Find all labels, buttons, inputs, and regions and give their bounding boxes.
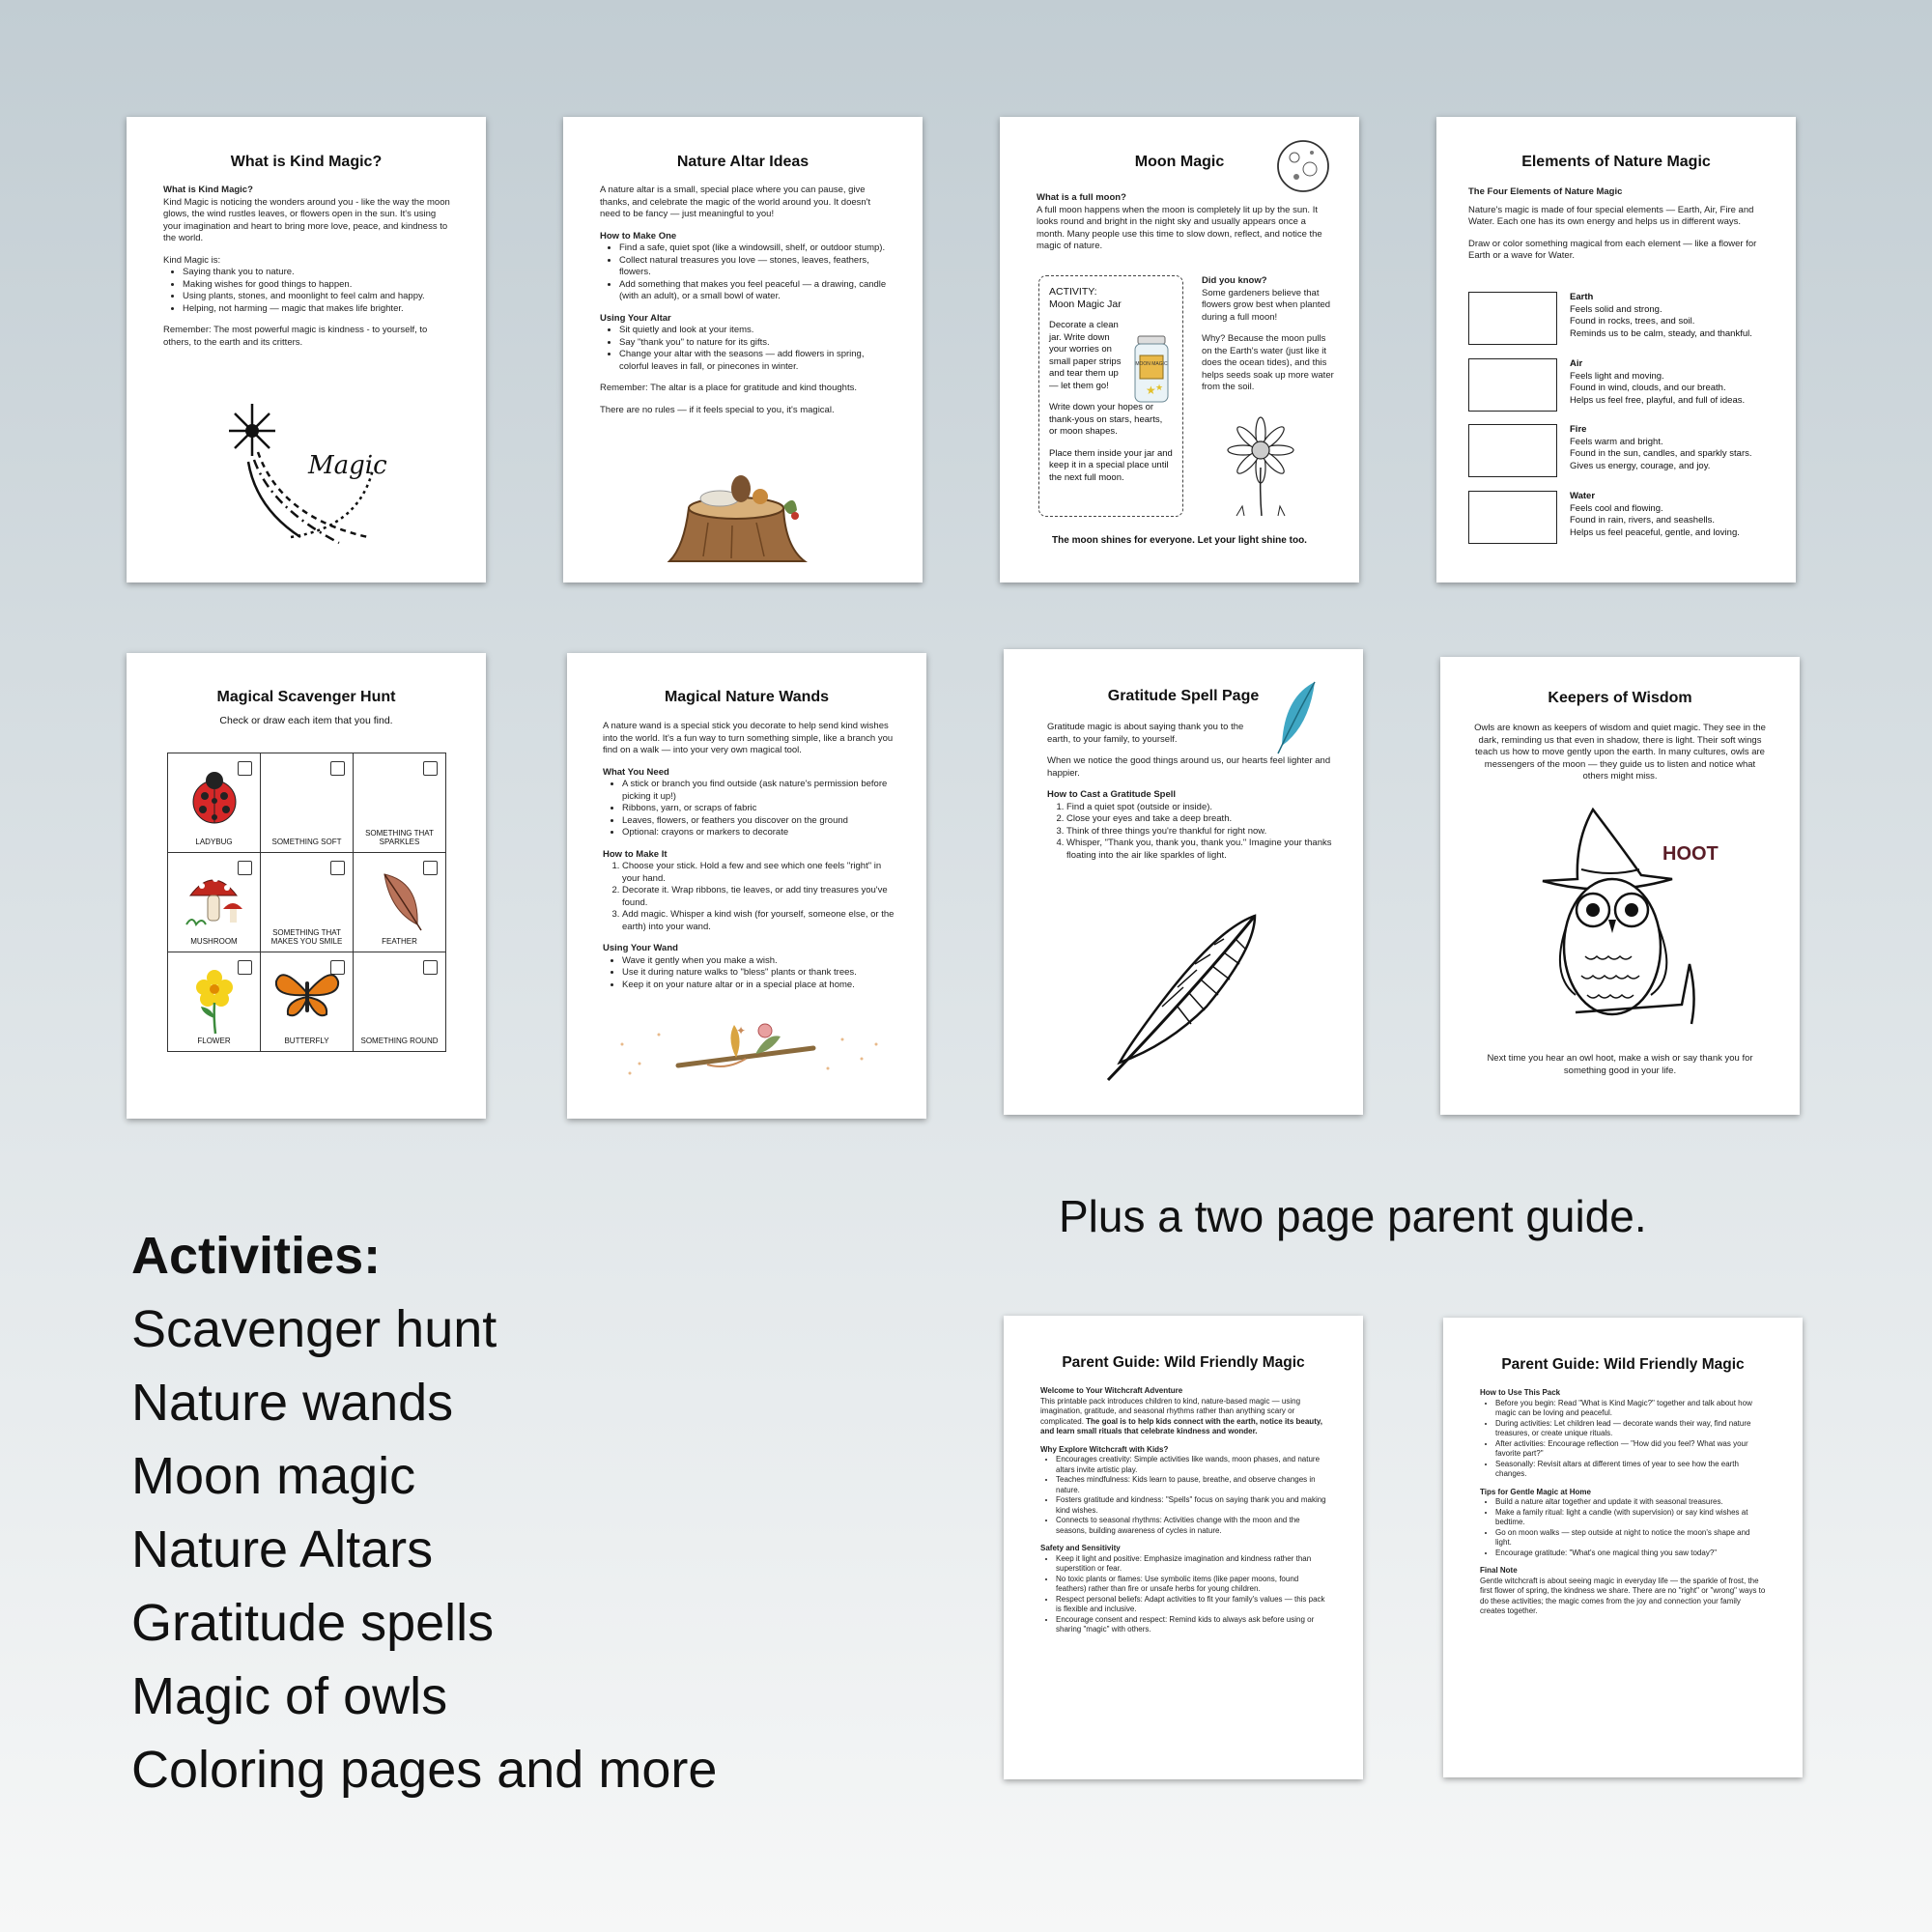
list xyxy=(603,955,898,992)
element-line: Gives us energy, courage, and joy. xyxy=(1570,460,1711,471)
page-subtitle: Check or draw each item that you find. xyxy=(219,715,393,726)
page-body xyxy=(1037,192,1330,263)
activity-name: Moon Magic Jar xyxy=(1049,298,1122,310)
section-heading: How to Make One xyxy=(600,230,677,242)
page-title: Nature Altar Ideas xyxy=(676,154,810,170)
page-title: Magical Nature Wands xyxy=(664,689,830,705)
page-kind-magic xyxy=(127,117,486,582)
scavenger-cell xyxy=(261,753,354,853)
element-name: Water xyxy=(1570,491,1596,501)
list-item: • Change your altar with the seasons — add flowers in spring, colorful leaves in fall, or pinecones in winter. xyxy=(619,349,892,373)
element-line: Found in rain, rivers, and seashells. xyxy=(1570,515,1715,526)
tree-stump-altar-illustration xyxy=(660,469,814,566)
hoot-text: HOOT xyxy=(1662,843,1719,865)
jar-icon xyxy=(1132,334,1171,404)
cell-label: SOMETHING ROUND xyxy=(360,1037,439,1045)
scavenger-grid xyxy=(167,753,446,1052)
list-item: • Optional: crayons or markers to decorate xyxy=(622,827,898,839)
section-heading: Why Explore Witchcraft with Kids? xyxy=(1040,1444,1169,1454)
page-scavenger-hunt xyxy=(127,653,486,1119)
page-title: Magical Scavenger Hunt xyxy=(216,689,396,705)
section-heading: The Four Elements of Nature Magic xyxy=(1468,186,1623,197)
list-item: • Use it during nature walks to "bless" plants or thank trees. xyxy=(622,967,898,980)
checkbox[interactable] xyxy=(423,960,438,975)
element-water xyxy=(1570,491,1740,539)
checkbox[interactable] xyxy=(423,761,438,776)
list-item: • Leaves, flowers, or feathers you discover on the ground xyxy=(622,815,898,828)
activity-step: Write down your hopes or thank-yous on stars, hearts, or moon shapes. xyxy=(1049,402,1163,437)
list xyxy=(600,325,892,373)
list-item: • Using plants, stones, and moonlight to feel calm and happy. xyxy=(183,291,453,303)
air-drawing-box[interactable] xyxy=(1468,358,1557,412)
did-you-know-text: Some gardeners believe that flowers grow best when planted during a full moon! xyxy=(1202,287,1331,323)
list-item: 2. Decorate it. Wrap ribbons, tie leaves, or add tiny treasures you've found. xyxy=(622,885,898,909)
activity-item: Nature wands xyxy=(131,1374,454,1432)
page-gratitude-spell xyxy=(1004,649,1363,1115)
instruction-text: Draw or color something magical from each element — like a flower for Earth or a wave for Water. xyxy=(1468,238,1757,261)
decorated-wand-illustration xyxy=(611,1015,891,1083)
element-line: Feels solid and strong. xyxy=(1570,303,1662,315)
list-item: • Add something that makes you feel peaceful — a drawing, candle (with an adult), or a small bowl of water. xyxy=(619,279,892,303)
section-heading: Final Note xyxy=(1480,1566,1518,1575)
cell-label: BUTTERFLY xyxy=(284,1037,329,1045)
jar-label: MOON MAGIC xyxy=(1135,361,1168,367)
page-title: Moon Magic xyxy=(1134,154,1225,170)
list-item: • Find a safe, quiet spot (like a windowsill, shelf, or outdoor stump). xyxy=(619,242,892,255)
feather-coloring-illustration xyxy=(1100,910,1264,1084)
intro-text: A nature wand is a special stick you decorate to help send kind wishes into the world. It's a fun way to turn something simple, like a branch you find on a walk — into your very own magical tool. xyxy=(603,721,894,755)
magic-word: Magic xyxy=(308,451,387,480)
list-item: • Before you begin: Read "What is Kind Magic?" together and talk about how magic can be loving and peaceful. xyxy=(1495,1399,1768,1419)
list-item: • Seasonally: Revisit altars at different times of year to see how the earth changes. xyxy=(1495,1460,1768,1480)
list xyxy=(163,267,453,315)
list-item: • Keep it on your nature altar or in a special place at home. xyxy=(622,980,898,992)
element-line: Feels light and moving. xyxy=(1570,370,1664,382)
page-body xyxy=(1040,1386,1330,1643)
list-item: 1. Find a quiet spot (outside or inside). xyxy=(1066,802,1337,814)
final-note-text: Gentle witchcraft is about seeing magic in everyday life — the sparkle of frost, the first flower of spring, the kindness we share. There are no "right" or "wrong" ways to do these activities; the magic comes from the joy and connection your family creates together. xyxy=(1480,1576,1766,1615)
parent-guide-note: Plus a two page parent guide. xyxy=(1059,1191,1647,1241)
list-item: 1. Choose your stick. Hold a few and see which one feels "right" in your hand. xyxy=(622,861,898,885)
page-title: What is Kind Magic? xyxy=(230,154,383,170)
list-item: 3. Add magic. Whisper a kind wish (for yourself, someone else, or the earth) into your wand. xyxy=(622,909,898,933)
activity-label: ACTIVITY: xyxy=(1049,286,1097,298)
scavenger-cell xyxy=(354,753,446,853)
moon-footer: The moon shines for everyone. Let your light shine too. xyxy=(1052,535,1307,546)
section-heading: How to Cast a Gratitude Spell xyxy=(1047,789,1177,800)
element-line: Feels warm and bright. xyxy=(1570,436,1663,447)
cell-label: LADYBUG xyxy=(195,838,233,846)
page-nature-wands xyxy=(567,653,926,1119)
intro-text: Gratitude magic is about saying thank you to the earth, to your family, to yourself. xyxy=(1047,722,1244,745)
page-body xyxy=(163,185,453,358)
remember-text: Remember: The most powerful magic is kindness - to yourself, to others, to the earth and its critters. xyxy=(163,325,428,348)
svg-text:✦: ✦ xyxy=(736,1024,747,1037)
list-item: • Fosters gratitude and kindness: "Spells" focus on saying thank you and making kind wishes. xyxy=(1056,1495,1330,1516)
page-nature-altar xyxy=(563,117,923,582)
list xyxy=(1047,802,1337,863)
page-body xyxy=(603,721,898,1001)
butterfly-icon xyxy=(272,968,342,1022)
element-name: Air xyxy=(1570,358,1583,369)
welcome-goal: The goal is to help kids connect with the earth, notice its beauty, and learn small rituals that celebrate kindness and wonder. xyxy=(1040,1416,1322,1435)
element-air xyxy=(1570,358,1745,407)
full-moon-text: A full moon happens when the moon is completely lit up by the sun. It looks round and bright in the night sky and usually appears once a month. Many people use this time to slow down, reflect, and notice the magic of nature. xyxy=(1037,204,1322,251)
element-name: Fire xyxy=(1570,424,1587,435)
mushroom-icon xyxy=(185,868,244,928)
list xyxy=(1040,1455,1330,1536)
why-text: Why? Because the moon pulls on the Earth's water (just like it does the ocean tides), and this helps seeds soak up more water from the soil. xyxy=(1202,333,1334,392)
element-line: Helps us feel free, playful, and full of ideas. xyxy=(1570,394,1746,406)
scavenger-cell xyxy=(354,952,446,1052)
activity-item: Scavenger hunt xyxy=(131,1300,497,1358)
list-item: • Saying thank you to nature. xyxy=(183,267,453,279)
list-item: • Make a family ritual: light a candle (with supervision) or say kind wishes at bedtime. xyxy=(1495,1508,1768,1528)
intro-text: A nature altar is a small, special place where you can pause, give thanks, and celebrate the magic of the world around you. It doesn't need to be fancy — just meaningful to you! xyxy=(600,185,871,219)
list-item: • Go on moon walks — step outside at night to notice the moon's shape and light. xyxy=(1495,1528,1768,1548)
list-item: • Keep it light and positive: Emphasize imagination and kindness rather than superstition or fear. xyxy=(1056,1554,1330,1575)
list-item: • Build a nature altar together and update it with seasonal treasures. xyxy=(1495,1497,1768,1508)
welcome-text: This printable pack introduces children to kind, nature-based magic — using imagination, gratitude, and seasonal rhythms rather than anything scary or complicated. xyxy=(1040,1396,1301,1426)
list xyxy=(1040,1554,1330,1635)
page-title: Parent Guide: Wild Friendly Magic xyxy=(1062,1354,1305,1371)
welcome-paragraph xyxy=(1040,1397,1330,1437)
remember-text: Remember: The altar is a place for gratitude and kind thoughts. xyxy=(600,383,857,393)
flower-icon xyxy=(190,968,239,1036)
owl-footer-text: Next time you hear an owl hoot, make a wish or say thank you for something good in your life. xyxy=(1487,1053,1753,1076)
list-item: • Say "thank you" to nature for its gifts. xyxy=(619,337,892,350)
intro-text: Nature's magic is made of four special elements — Earth, Air, Fire and Water. Each one has its own energy and helps us in different ways. xyxy=(1468,204,1754,227)
section-heading: What is a full moon? xyxy=(1037,192,1126,203)
cell-label: SOMETHING SOFT xyxy=(271,838,342,846)
cell-label: FLOWER xyxy=(197,1037,231,1045)
element-line: Reminds us to be calm, steady, and thankful. xyxy=(1570,327,1752,339)
scavenger-cell xyxy=(168,952,261,1052)
list-item: • During activities: Let children lead — decorate wands their way, find nature treasures, or create unique rituals. xyxy=(1495,1419,1768,1439)
section-heading: How to Make It xyxy=(603,848,668,860)
element-line: Helps us feel peaceful, gentle, and loving. xyxy=(1570,526,1740,538)
list-item: • Respect personal beliefs: Adapt activities to fit your family's values — this pack is flexible and inclusive. xyxy=(1056,1595,1330,1615)
list-item: • No toxic plants or flames: Use symbolic items (like paper moons, found feathers) rather than fire or unsafe herbs for young children. xyxy=(1056,1575,1330,1595)
activity-item: Moon magic xyxy=(131,1447,416,1505)
element-name: Earth xyxy=(1570,292,1594,302)
cell-label: MUSHROOM xyxy=(190,937,238,946)
magic-shooting-star-illustration xyxy=(223,392,387,547)
checkbox[interactable] xyxy=(330,861,345,875)
checkbox[interactable] xyxy=(238,960,252,975)
page-title: Elements of Nature Magic xyxy=(1521,154,1711,170)
section-heading: Welcome to Your Witchcraft Adventure xyxy=(1040,1386,1183,1395)
list-item: • Ribbons, yarn, or scraps of fabric xyxy=(622,803,898,815)
section-heading: What You Need xyxy=(603,766,669,778)
page-body xyxy=(600,185,892,426)
section-heading: What is Kind Magic? xyxy=(163,185,253,195)
list-item: • Encourage gratitude: "What's one magical thing you saw today?" xyxy=(1495,1548,1768,1559)
page-body xyxy=(1480,1388,1768,1625)
page-body xyxy=(1468,186,1764,272)
page-title: Keepers of Wisdom xyxy=(1548,690,1692,706)
element-line: Found in wind, clouds, and our breath. xyxy=(1570,383,1726,393)
element-line: Feels cool and flowing. xyxy=(1570,502,1663,514)
water-drawing-box[interactable] xyxy=(1468,491,1557,544)
page-body xyxy=(1047,722,1337,871)
scavenger-cell xyxy=(168,753,261,853)
list-item: 2. Close your eyes and take a deep breath. xyxy=(1066,813,1337,826)
owl-intro-text: Owls are known as keepers of wisdom and quiet magic. They see in the dark, reminding us that even in shadow, there is light. Their soft wings teach us how to move gently upon the earth. In many cultures, owls are messengers of the moon — they guide us to listen and notice what others might miss. xyxy=(1474,723,1766,781)
list-item: • Making wishes for good things to happen. xyxy=(183,279,453,292)
activity-step: Decorate a clean jar. Write down your worries on small paper strips and tear them up — let them go! xyxy=(1049,320,1122,391)
fire-drawing-box[interactable] xyxy=(1468,424,1557,477)
list-intro: Kind Magic is: xyxy=(163,254,221,266)
activities-heading: Activities: xyxy=(131,1227,382,1285)
list xyxy=(1480,1497,1768,1558)
activity-item: Gratitude spells xyxy=(131,1594,495,1652)
cell-label: FEATHER xyxy=(382,937,417,946)
list xyxy=(603,779,898,839)
scavenger-cell xyxy=(168,853,261,952)
list-item: • After activities: Encourage reflection — "How did you feel? What was your favorite part?" xyxy=(1495,1439,1768,1460)
list-item: • Connects to seasonal rhythms: Activities change with the moon and the seasons, building awareness of cycles in nature. xyxy=(1056,1516,1330,1536)
page-keepers-of-wisdom xyxy=(1440,657,1800,1115)
page-elements xyxy=(1436,117,1796,582)
page-parent-guide-2 xyxy=(1443,1318,1803,1777)
feather-icon xyxy=(371,868,429,932)
list-item: 3. Think of three things you're thankful for right now. xyxy=(1066,826,1337,838)
owl-witch-hat-illustration xyxy=(1527,802,1720,1029)
element-earth xyxy=(1570,292,1752,340)
no-rules-text: There are no rules — if it feels special to you, it's magical. xyxy=(600,404,835,415)
section-heading: Using Your Wand xyxy=(603,943,678,953)
list-item: 4. Whisper, "Thank you, thank you, thank you." Imagine your thanks floating into the air like sparkles of light. xyxy=(1066,838,1337,862)
section-heading: Using Your Altar xyxy=(600,312,671,324)
list-item: • Sit quietly and look at your items. xyxy=(619,325,892,337)
cell-label: SOMETHING THAT SPARKLES xyxy=(365,829,434,846)
element-line: Found in the sun, candles, and sparkly stars. xyxy=(1570,448,1752,459)
page-title: Parent Guide: Wild Friendly Magic xyxy=(1501,1356,1745,1373)
notice-text: When we notice the good things around us, our hearts feel lighter and happier. xyxy=(1047,755,1331,779)
svg-text:★: ★ xyxy=(1155,383,1164,392)
element-fire xyxy=(1570,424,1752,472)
activity-box xyxy=(1038,275,1183,517)
list-item: • Wave it gently when you make a wish. xyxy=(622,955,898,968)
moon-icon xyxy=(1275,138,1331,194)
scavenger-cell xyxy=(261,853,354,952)
section-heading: Did you know? xyxy=(1202,275,1267,286)
activities-list xyxy=(131,1219,717,1806)
section-heading: Tips for Gentle Magic at Home xyxy=(1480,1487,1591,1496)
list-item: • Encourages creativity: Simple activities like wands, moon phases, and nature altars invite artistic play. xyxy=(1056,1455,1330,1475)
list-item: • A stick or branch you find outside (ask nature's permission before picking it up!) xyxy=(622,779,898,803)
section-heading: How to Use This Pack xyxy=(1480,1388,1561,1397)
page-title: Gratitude Spell Page xyxy=(1107,688,1260,704)
section-heading: Safety and Sensitivity xyxy=(1040,1544,1121,1552)
ladybug-icon xyxy=(185,769,243,827)
scavenger-cell xyxy=(261,952,354,1052)
cell-label: SOMETHING THAT MAKES YOU SMILE xyxy=(270,928,343,946)
page-moon-magic xyxy=(1000,117,1359,582)
activity-item: Coloring pages and more xyxy=(131,1741,718,1799)
list xyxy=(1480,1399,1768,1480)
earth-drawing-box[interactable] xyxy=(1468,292,1557,345)
intro-text: Kind Magic is noticing the wonders around you - like the way the moon glows, the wind rustles leaves, or flowers open in the sun. It's using your imagination and heart to bring more love, peace, and kindness to the world. xyxy=(163,196,450,243)
activity-step: Place them inside your jar and keep it in a special place until the next full moon. xyxy=(1049,447,1173,483)
daisy-flower-illustration xyxy=(1217,412,1304,518)
activity-item: Magic of owls xyxy=(131,1667,448,1725)
page-parent-guide-1 xyxy=(1004,1316,1363,1779)
list-item: • Encourage consent and respect: Remind kids to always ask before using or sharing "magic" with others. xyxy=(1056,1615,1330,1635)
scavenger-cell xyxy=(354,853,446,952)
svg-text:★: ★ xyxy=(1146,384,1156,397)
did-you-know xyxy=(1202,275,1337,404)
list-item: • Collect natural treasures you love — stones, leaves, feathers, flowers. xyxy=(619,255,892,279)
list xyxy=(600,242,892,303)
checkbox[interactable] xyxy=(330,761,345,776)
list-item: • Helping, not harming — magic that makes life brighter. xyxy=(183,303,453,316)
list-item: • Teaches mindfulness: Kids learn to pause, breathe, and observe changes in nature. xyxy=(1056,1475,1330,1495)
element-line: Found in rocks, trees, and soil. xyxy=(1570,316,1695,327)
list xyxy=(603,861,898,933)
activity-item: Nature Altars xyxy=(131,1520,434,1578)
